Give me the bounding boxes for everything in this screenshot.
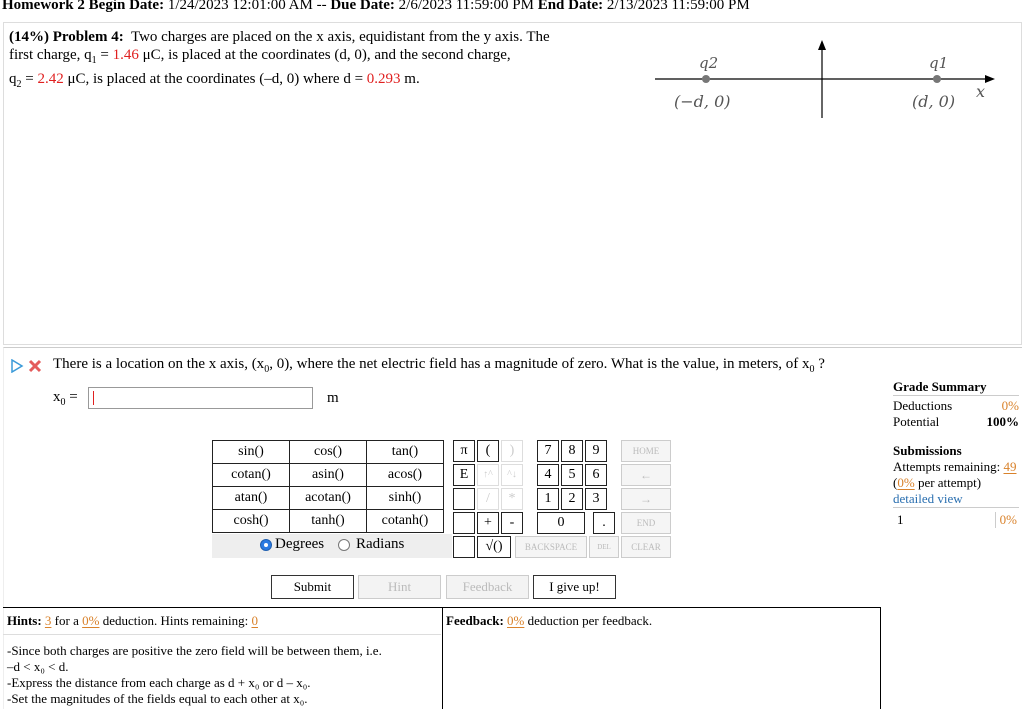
fn-cotan-button[interactable]: cotan() <box>213 464 290 487</box>
key-minus[interactable]: - <box>501 512 523 534</box>
y-axis-arrow-icon <box>818 40 826 50</box>
attempts-remaining: 49 <box>1003 459 1017 474</box>
grade-summary <box>893 379 1019 430</box>
submission-row-number: 1 <box>897 512 904 527</box>
fn-tan-button[interactable]: tan() <box>367 441 444 464</box>
problem-weight: (14%) <box>9 29 49 45</box>
degrees-label: Degrees <box>275 536 325 552</box>
problem-line-3c: μC, is placed at the coordinates (–d, 0) where d = <box>67 71 364 87</box>
charge-q1-dot <box>933 75 941 83</box>
key-up[interactable]: ↑^ <box>477 464 499 486</box>
potential-value: 100% <box>986 414 1019 429</box>
submit-button[interactable]: Submit <box>271 575 354 599</box>
fn-acos-button[interactable]: acos() <box>367 464 444 487</box>
feedback-summary <box>446 613 652 629</box>
fn-sinh-button[interactable]: sinh() <box>367 487 444 510</box>
fn-acotan-button[interactable]: acotan() <box>290 487 367 510</box>
question-part-2: , 0), where the net electric field has a magnitude of zero. What is the value, in meters, of x <box>269 356 810 372</box>
per-attempt-text: per attempt) <box>917 475 982 490</box>
key-0[interactable]: 0 <box>537 512 585 534</box>
deductions-value: 0% <box>1001 398 1019 413</box>
keypad <box>453 440 675 558</box>
end-date: 2/13/2023 11:59:00 PM <box>606 0 750 13</box>
detailed-view-link[interactable]: detailed view <box>893 491 1019 508</box>
key-e[interactable]: E <box>453 464 475 486</box>
answer-input[interactable] <box>88 387 313 409</box>
x-mark-icon <box>30 361 40 371</box>
key-7[interactable]: 7 <box>537 440 559 462</box>
attempts-label: Attempts remaining: <box>893 459 1001 474</box>
var-sub: 0 <box>60 397 66 408</box>
hints-pct: 0% <box>82 613 100 628</box>
key-1[interactable]: 1 <box>537 488 559 510</box>
key-clear[interactable]: CLEAR <box>621 536 671 558</box>
due-date: 2/6/2023 11:59:00 PM <box>398 0 534 13</box>
key-multiply[interactable]: * <box>501 488 523 510</box>
right-coord-label: (d, 0) <box>912 92 956 111</box>
q2-label: q2 <box>699 54 719 72</box>
fn-tanh-button[interactable]: tanh() <box>290 510 367 533</box>
grade-title: Grade Summary <box>893 379 1019 396</box>
play-icon <box>12 360 22 372</box>
q2-subscript: 2 <box>16 79 22 90</box>
feedback-button[interactable]: Feedback <box>446 575 529 599</box>
key-3[interactable]: 3 <box>585 488 607 510</box>
hint-1: -Since both charges are positive the zero field will be between them, i.e. <box>7 643 382 658</box>
hints-deduction-text: deduction. Hints remaining: <box>102 613 249 628</box>
equals-2: = <box>25 71 34 87</box>
var-equals: = <box>69 389 78 405</box>
key-pi[interactable]: π <box>453 440 475 462</box>
answer-variable <box>53 389 78 408</box>
problem-statement <box>9 28 609 94</box>
key-end[interactable]: END <box>621 512 671 534</box>
begin-date: 1/24/2023 12:01:00 AM <box>167 0 313 13</box>
hint-2: –d < x₀ < d. <box>7 659 69 674</box>
begin-label: Begin Date: <box>88 0 165 13</box>
key-lparen[interactable]: ( <box>477 440 499 462</box>
x-axis-label: x <box>976 82 986 101</box>
degrees-radio[interactable] <box>260 539 272 551</box>
key-9[interactable]: 9 <box>585 440 607 462</box>
fn-sin-button[interactable]: sin() <box>213 441 290 464</box>
hints-remaining: 0 <box>251 613 258 628</box>
q1-subscript: 1 <box>91 55 97 66</box>
question-sub-2: 0 <box>809 364 815 375</box>
fn-asin-button[interactable]: asin() <box>290 464 367 487</box>
feedback-label: Feedback: <box>446 613 504 628</box>
problem-line-1: Two charges are placed on the x axis, equidistant from the y axis. The <box>130 29 550 45</box>
potential-label: Potential <box>893 414 940 429</box>
hints-summary <box>7 613 258 629</box>
key-8[interactable]: 8 <box>561 440 583 462</box>
submissions-title: Submissions <box>893 443 962 458</box>
hint-3: -Express the distance from each charge as d + x₀ or d – x₀. <box>7 675 311 690</box>
key-home[interactable]: HOME <box>621 440 671 462</box>
charge-q2-dot <box>702 75 710 83</box>
give-up-button[interactable]: I give up! <box>533 575 616 599</box>
per-attempt-pct: 0% <box>897 475 915 490</box>
answer-unit: m <box>327 390 339 406</box>
key-down[interactable]: ^↓ <box>501 464 523 486</box>
key-left-arrow[interactable]: ← <box>621 464 671 486</box>
end-label: End Date: <box>537 0 604 13</box>
hints-for-a: for a <box>54 613 79 628</box>
key-4[interactable]: 4 <box>537 464 559 486</box>
question-sub-1: 0 <box>264 364 270 375</box>
function-keys <box>212 440 444 533</box>
feedback-text: deduction per feedback. <box>527 613 653 628</box>
per-open: ( <box>893 475 898 490</box>
assignment-header <box>2 0 750 14</box>
fn-atan-button[interactable]: atan() <box>213 487 290 510</box>
problem-title: Problem 4: <box>52 29 124 45</box>
equals-1: = <box>100 47 109 63</box>
left-coord-label: (−d, 0) <box>674 92 731 111</box>
problem-line-2c: μC, is placed at the coordinates (d, 0), and the second charge, <box>142 47 511 63</box>
key-divide[interactable]: / <box>477 488 499 510</box>
hint-button[interactable]: Hint <box>358 575 441 599</box>
hints-list <box>7 643 382 707</box>
fn-cotanh-button[interactable]: cotanh() <box>367 510 444 533</box>
d-unit: m. <box>404 71 420 87</box>
x-axis-arrow-icon <box>985 75 995 83</box>
radians-radio[interactable] <box>338 539 350 551</box>
hints-panel <box>3 607 443 709</box>
q1-label: q1 <box>929 54 949 72</box>
question-icons <box>11 359 47 373</box>
hint-4: -Set the magnitudes of the fields equal to each other at x₀. <box>7 691 308 706</box>
key-rparen[interactable]: ) <box>501 440 523 462</box>
hints-count: 3 <box>44 613 52 628</box>
radians-label: Radians <box>356 536 405 552</box>
var-x: x <box>53 389 61 405</box>
key-sqrt[interactable]: √() <box>477 536 511 558</box>
text-cursor <box>93 391 94 405</box>
question-text <box>53 356 825 375</box>
feedback-panel <box>443 607 881 709</box>
question-part-3: ? <box>818 356 825 372</box>
problem-line-2a: first charge, q <box>9 47 92 63</box>
fn-cos-button[interactable]: cos() <box>290 441 367 464</box>
key-del[interactable]: DEL <box>589 536 619 558</box>
feedback-pct: 0% <box>507 613 525 628</box>
key-plus[interactable]: + <box>477 512 499 534</box>
key-6[interactable]: 6 <box>585 464 607 486</box>
key-blank-1[interactable] <box>453 488 475 510</box>
q1-value: 1.46 <box>112 47 139 63</box>
key-blank-2[interactable] <box>453 512 475 534</box>
key-dot[interactable]: . <box>593 512 615 534</box>
angle-mode <box>212 534 452 558</box>
hw-title: Homework 2 <box>2 0 85 13</box>
deductions-label: Deductions <box>893 398 953 413</box>
q2-value: 2.42 <box>37 71 64 87</box>
due-label: Due Date: <box>330 0 395 13</box>
submission-row-pct: 0% <box>995 512 1017 528</box>
hints-label: Hints: <box>7 613 42 628</box>
key-backspace[interactable]: BACKSPACE <box>515 536 587 558</box>
key-right-arrow[interactable]: → <box>621 488 671 510</box>
key-5[interactable]: 5 <box>561 464 583 486</box>
key-blank-3[interactable] <box>453 536 475 558</box>
question-part-1: There is a location on the x axis, (x <box>53 356 265 372</box>
d-value: 0.293 <box>366 71 401 87</box>
separator: -- <box>316 0 327 13</box>
key-2[interactable]: 2 <box>561 488 583 510</box>
problem-line-3a: q <box>9 71 17 87</box>
charge-diagram <box>650 38 1000 123</box>
submissions-panel <box>893 443 1019 528</box>
fn-cosh-button[interactable]: cosh() <box>213 510 290 533</box>
